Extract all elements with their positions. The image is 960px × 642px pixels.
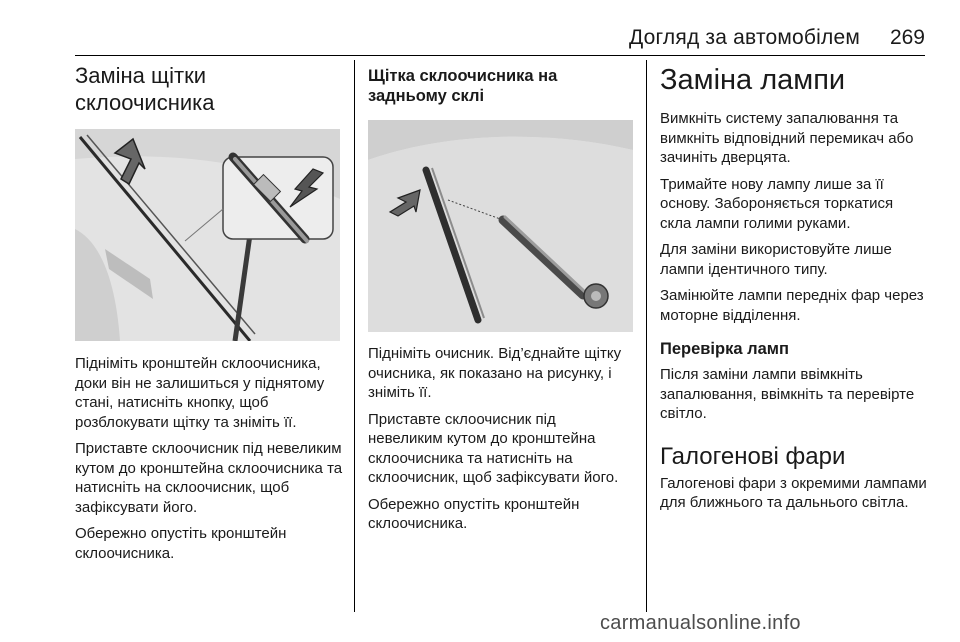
section-heading-rear-wiper: Щітка склоочисника на задньому склі: [368, 67, 558, 105]
section-heading-lamp-replacement: Заміна лампи: [660, 64, 846, 96]
paragraph: Обережно опустіть кронштейн склоочисника.: [75, 525, 287, 562]
paragraph: Приставте склоочисник під невеликим кутом до кронштейна склоочисника та натисніть на склоочисник, щоб зафіксувати його.: [75, 440, 343, 516]
footer-watermark: carmanualsonline.info: [600, 612, 801, 634]
paragraph: Замінюйте лампи передніх фар через моторне відділення.: [660, 287, 924, 324]
windscreen-wiper-illustration: [75, 129, 340, 341]
column-wiper-replacement: [75, 62, 343, 563]
rear-wiper-figure: [368, 120, 633, 332]
paragraph: Обережно опустіть кронштейн склоочисника.: [368, 495, 580, 532]
column-rear-wiper: [368, 62, 633, 534]
header-title: Догляд за автомобілем: [628, 26, 860, 49]
paragraph: Для заміни використовуйте лише лампи ідентичного типу.: [660, 241, 892, 278]
column-divider-2: [646, 60, 647, 612]
rear-wiper-illustration: [368, 120, 633, 332]
paragraph: Вимкніть систему запалювання та вимкніть відповідний перемикач або зачиніть дверцята.: [660, 110, 914, 166]
paragraph: Після заміни лампи ввімкніть запалювання, ввімкніть та перевірте світло.: [660, 366, 915, 422]
section-heading-halogen-headlights: Галогенові фари: [660, 442, 846, 470]
paragraph: Тримайте нову лампу лише за її основу. Забороняється торкатися скла лампи голими руками.: [660, 175, 894, 232]
header-rule: [75, 55, 925, 56]
page-number: 269: [889, 26, 925, 49]
paragraph: Підніміть кронштейн склоочисника, доки він не залишиться у піднятому стані, натисніть кнопку, щоб розблокувати щітку та зніміть її.: [75, 355, 325, 431]
windscreen-wiper-figure: [75, 129, 340, 341]
column-divider-1: [354, 60, 355, 612]
subheading-lamp-check: Перевірка ламп: [660, 340, 789, 358]
paragraph: Галогенові фари з окремими лампами для ближнього та дальнього світла.: [660, 474, 927, 511]
section-heading-wiper-replacement: Заміна щітки склоочисника: [75, 63, 215, 115]
paragraph: Підніміть очисник. Від’єднайте щітку очисника, як показано на рисунку, і зніміть її.: [368, 345, 622, 401]
column-lamp-replacement: [660, 62, 928, 513]
paragraph: Приставте склоочисник під невеликим кутом до кронштейна склоочисника та натисніть на склоочисник, щоб зафіксувати його.: [368, 410, 619, 486]
